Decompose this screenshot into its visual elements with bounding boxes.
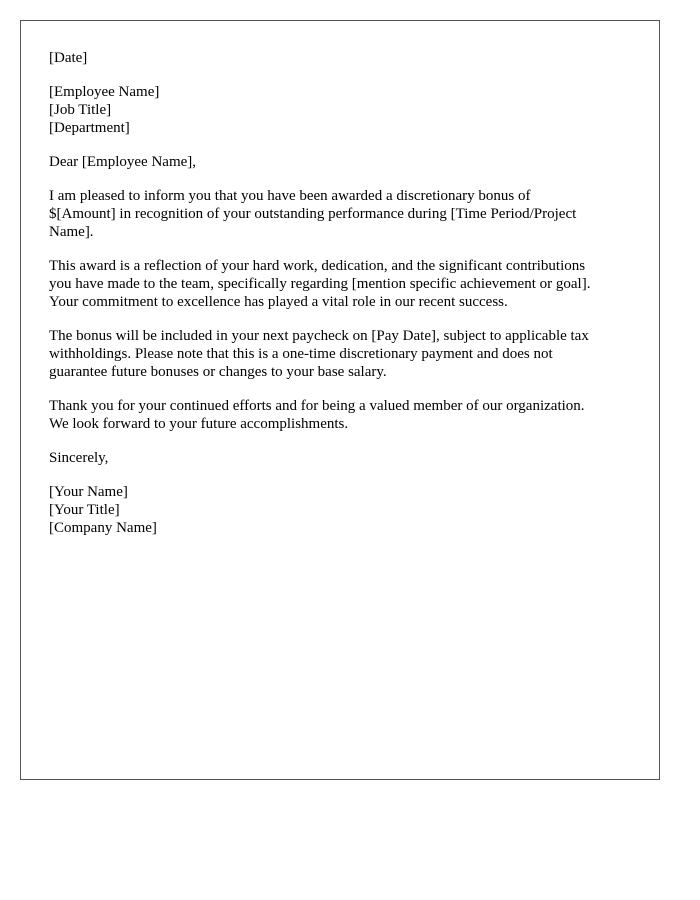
paragraph-line: I am pleased to inform you that you have been awarded a discretionary bonus of — [49, 188, 531, 204]
paragraph-award — [49, 187, 633, 241]
paragraph-recognition — [49, 257, 633, 311]
paragraph-line: $[Amount] in recognition of your outstanding performance during [Time Period/Project — [49, 206, 577, 222]
paragraph-line: Thank you for your continued efforts and for being a valued member of our organization. — [49, 398, 585, 414]
signer-company: [Company Name] — [49, 520, 157, 536]
paragraph-line: We look forward to your future accomplishments. — [49, 416, 349, 432]
letter-date-block — [49, 49, 633, 67]
paragraph-line: Your commitment to excellence has played a vital role in our recent success. — [49, 294, 508, 310]
recipient-block — [49, 83, 633, 137]
closing-block — [49, 449, 633, 467]
signer-title: [Your Title] — [49, 502, 120, 518]
signature-block — [49, 483, 633, 537]
paragraph-line: withholdings. Please note that this is a one-time discretionary payment and does not — [49, 346, 553, 362]
paragraph-line: Name]. — [49, 224, 94, 240]
paragraph-thanks — [49, 397, 633, 433]
letter-page — [20, 20, 660, 780]
salutation: Dear [Employee Name], — [49, 154, 197, 170]
signer-name: [Your Name] — [49, 484, 128, 500]
letter-date: [Date] — [49, 50, 88, 66]
letter-body — [49, 49, 633, 553]
paragraph-payment-terms — [49, 327, 633, 381]
paragraph-line: The bonus will be included in your next paycheck on [Pay Date], subject to applicable tax — [49, 328, 589, 344]
recipient-name: [Employee Name] — [49, 84, 160, 100]
paragraph-line: guarantee future bonuses or changes to your base salary. — [49, 364, 387, 380]
recipient-title: [Job Title] — [49, 102, 112, 118]
recipient-department: [Department] — [49, 120, 130, 136]
paragraph-line: you have made to the team, specifically regarding [mention specific achievement or goal]. — [49, 276, 591, 292]
closing: Sincerely, — [49, 450, 109, 466]
salutation-block — [49, 153, 633, 171]
paragraph-line: This award is a reflection of your hard work, dedication, and the significant contributions — [49, 258, 586, 274]
